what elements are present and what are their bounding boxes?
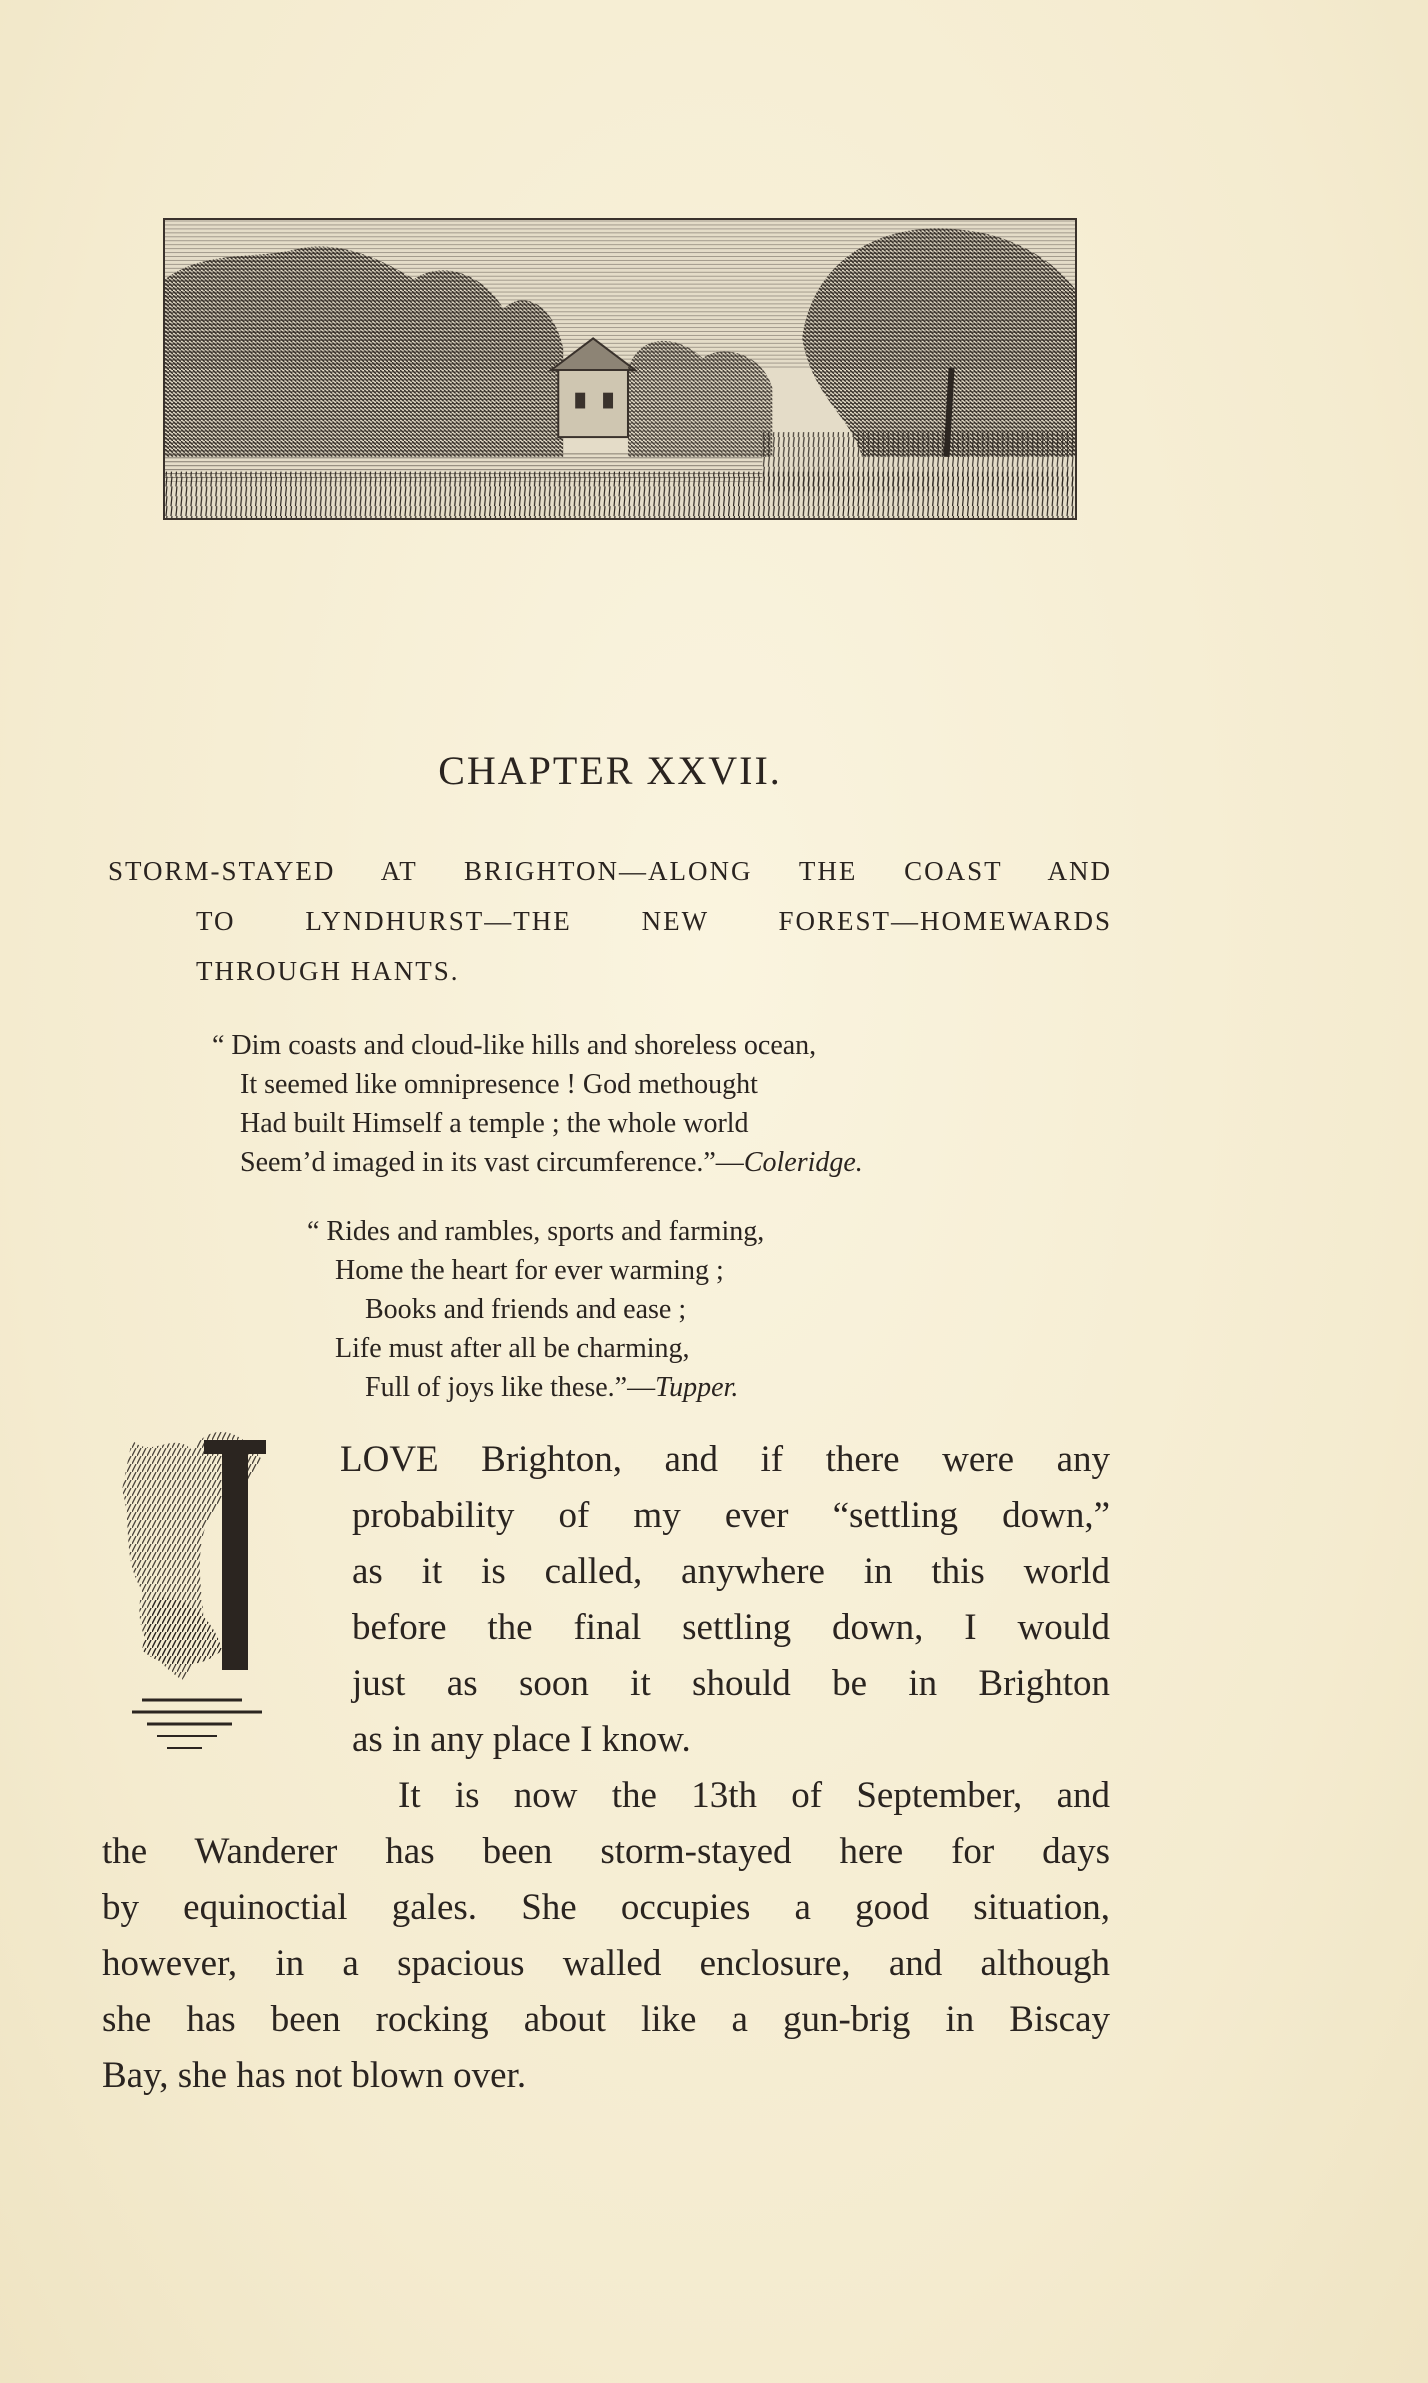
body-line: as in any place I know. [352,1719,691,1760]
poem-line: Life must after all be charming, [335,1333,690,1364]
poem-line [307,1368,1007,1407]
synopsis-line: THROUGH HANTS. [196,956,460,986]
body-line: It is now the 13th of September, and [398,1775,1110,1816]
body-line: the Wanderer has been storm-stayed here for days [102,1831,1110,1872]
poem-line-text: Full of joys like these.”— [365,1372,656,1403]
epigraph-author: Tupper. [655,1372,739,1403]
epigraph-author: Coleridge. [743,1147,863,1178]
synopsis-line: STORM-STAYED AT BRIGHTON—ALONG THE COAST AND [108,856,1112,886]
poem-line: “ Rides and rambles, sports and farming, [307,1216,765,1247]
poem-line: It seemed like omnipresence ! God methought [240,1069,758,1100]
poem-line [212,1143,1072,1182]
body-line: as it is called, anywhere in this world [352,1551,1110,1592]
body-line: Bay, she has not blown over. [102,2055,527,2096]
epigraph-coleridge [212,1026,1072,1182]
chapter-synopsis [108,846,1112,996]
body-text [102,1432,1110,2104]
body-line: however, in a spacious walled enclosure, and although [102,1943,1110,1984]
body-line: she has been rocking about like a gun-brig in Biscay [102,1999,1110,2040]
poem-line-text: Seem’d imaged in its vast circumference.”— [240,1147,744,1178]
body-line: probability of my ever “settling down,” [352,1495,1110,1536]
body-line: by equinoctial gales. She occupies a good situation, [102,1887,1110,1928]
poem-line: Books and friends and ease ; [365,1294,687,1325]
poem-line: Home the heart for ever warming ; [335,1255,724,1286]
body-line: LOVE Brighton, and if there were any [340,1439,1110,1480]
landscape-engraving-icon [163,218,1077,520]
body-line: before the final settling down, I would [352,1607,1110,1648]
synopsis-line: TO LYNDHURST—THE NEW FOREST—HOMEWARDS [196,906,1112,936]
poem-line: “ Dim coasts and cloud-like hills and shoreless ocean, [212,1030,817,1061]
poem-line: Had built Himself a temple ; the whole world [240,1108,749,1139]
chapter-title: CHAPTER XXVII. [438,748,782,793]
body-line: just as soon it should be in Brighton [352,1663,1110,1704]
epigraph-tupper [307,1212,1007,1407]
